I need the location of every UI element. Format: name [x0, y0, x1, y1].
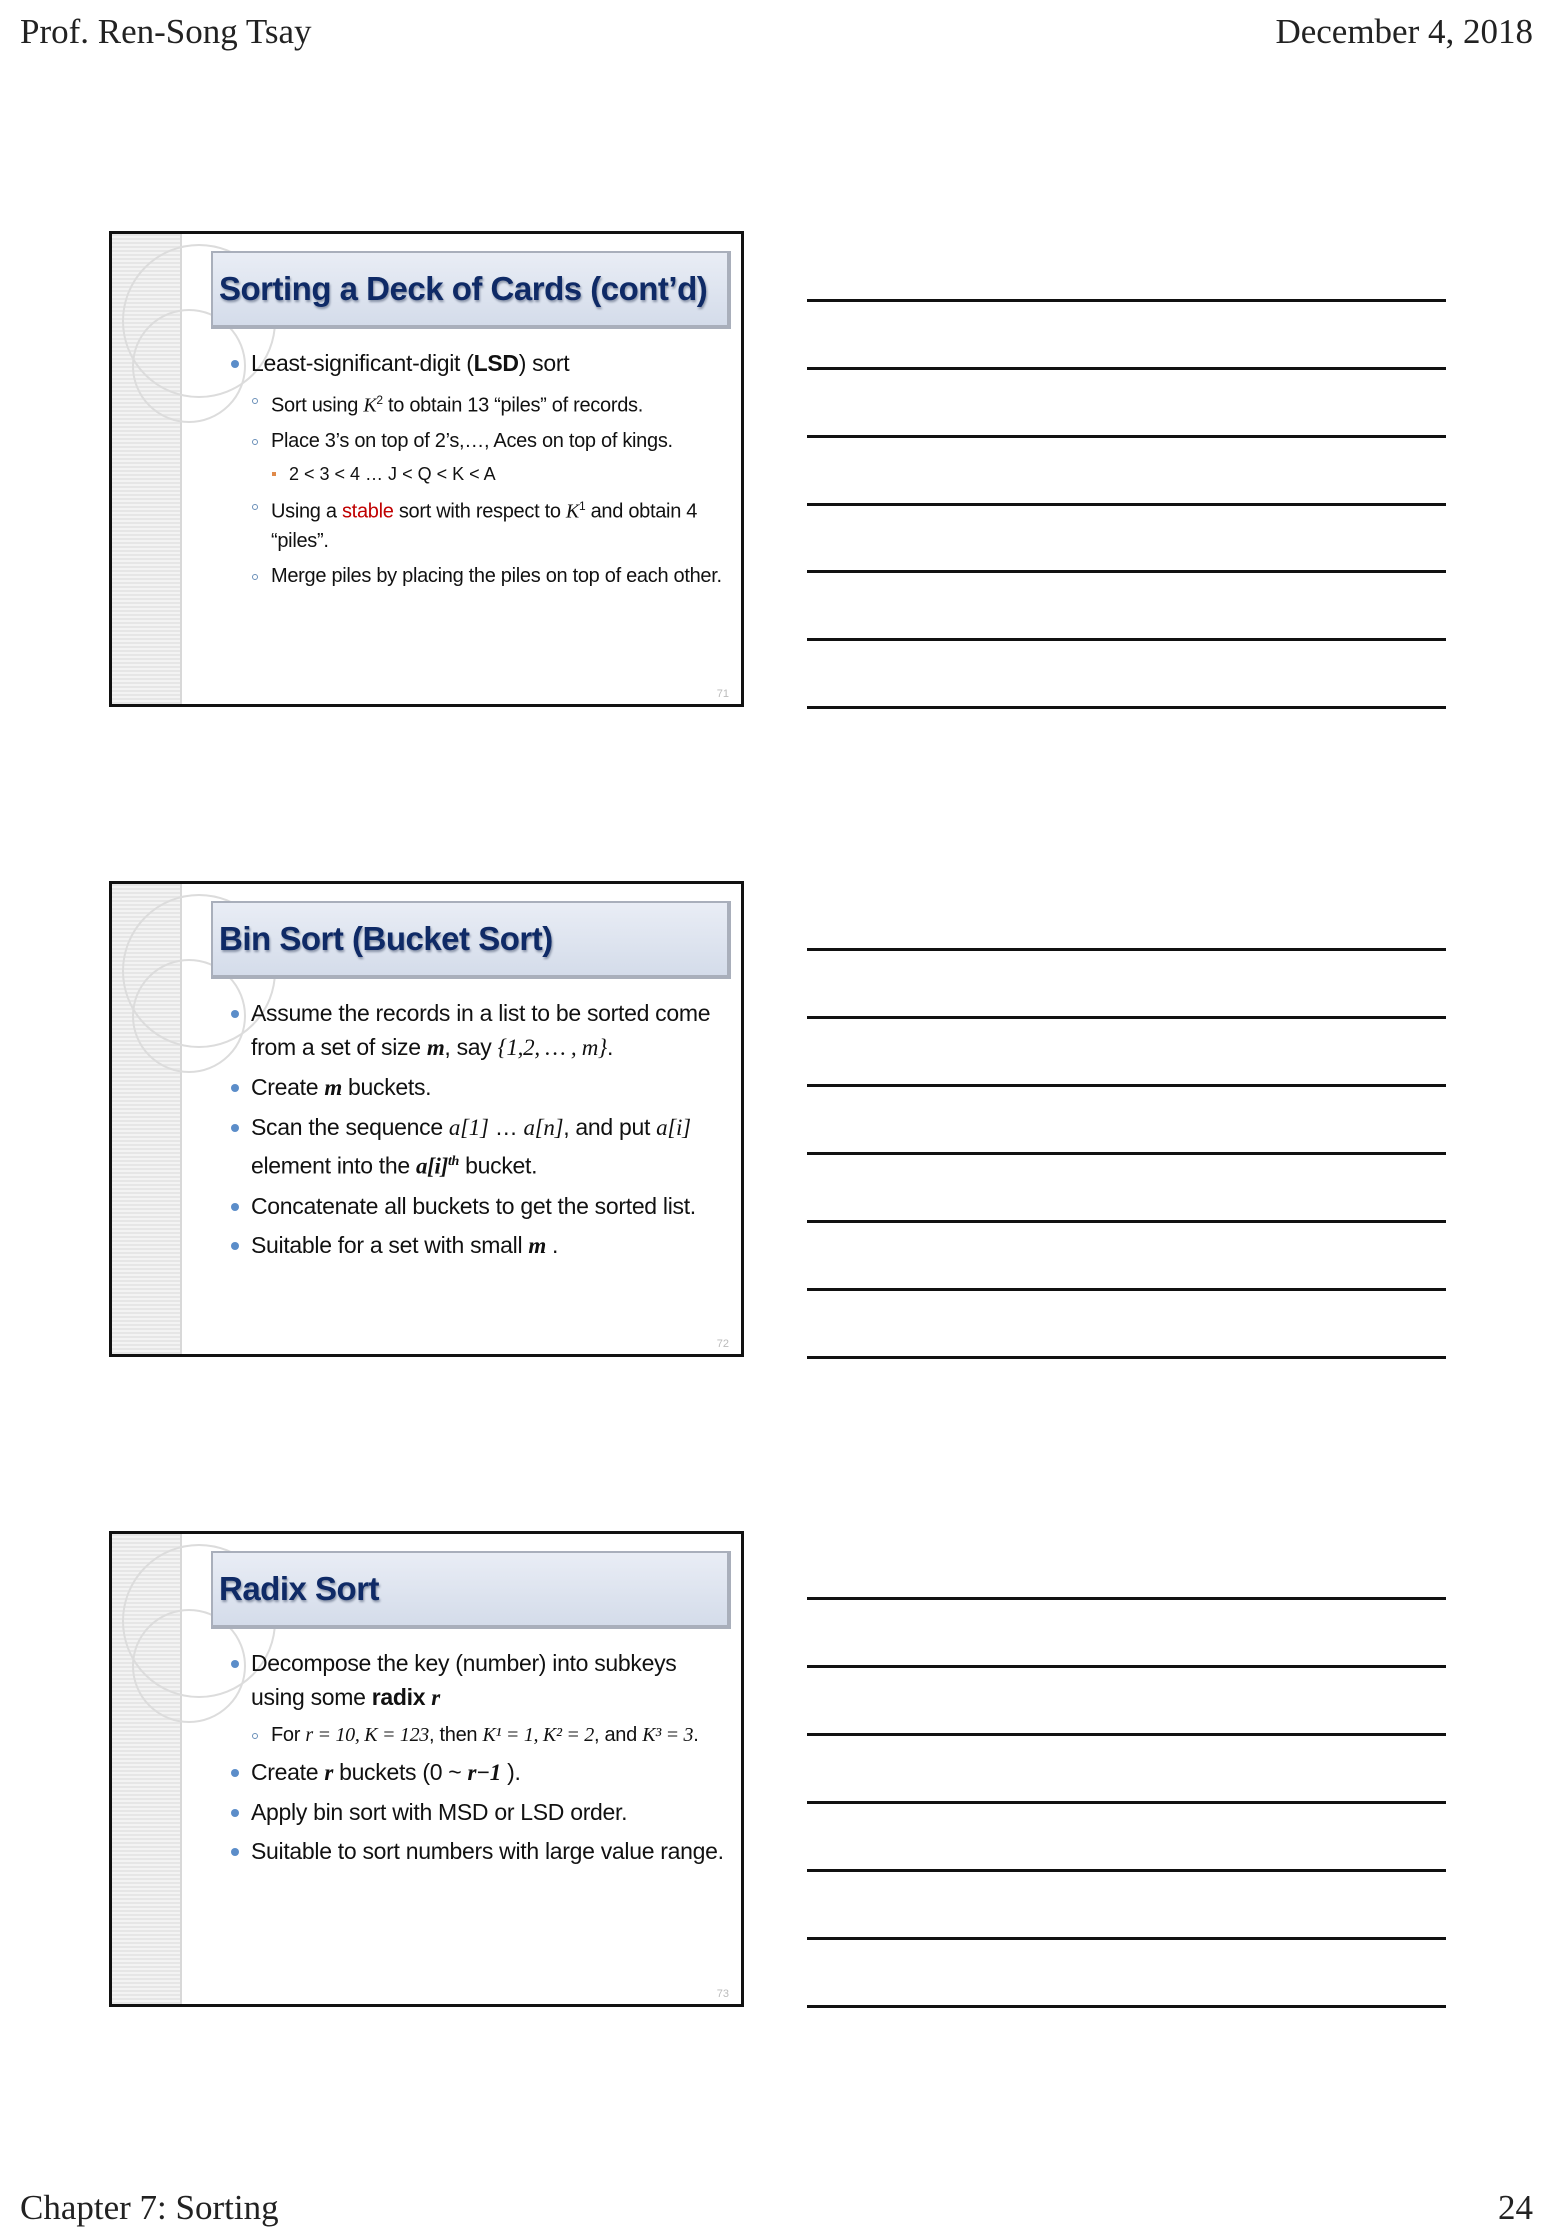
note-line: [807, 948, 1446, 951]
note-line: [807, 367, 1446, 370]
sub-bullet-item: For r = 10, K = 123, then K¹ = 1, K² = 2, and K³ = 3.: [229, 1720, 729, 1750]
note-line: [807, 1084, 1446, 1087]
slide-body: [229, 346, 729, 596]
note-line: [807, 1869, 1446, 1872]
sub-bullet-item: Place 3’s on top of 2’s,…, Aces on top of kings.: [229, 426, 729, 456]
note-line: [807, 1937, 1446, 1940]
note-line: [807, 1288, 1446, 1291]
note-line: [807, 435, 1446, 438]
note-line: [807, 1801, 1446, 1804]
bullet-item: Suitable to sort numbers with large value range.: [229, 1834, 729, 1868]
slide-number: 73: [716, 1988, 729, 2000]
bullet-item: Decompose the key (number) into subkeys using some radix r: [229, 1646, 729, 1715]
note-line: [807, 2005, 1446, 2008]
bullet-item: Create m buckets.: [229, 1070, 729, 1105]
note-line: [807, 1665, 1446, 1668]
footer-chapter: Chapter 7: Sorting: [20, 2188, 279, 2227]
sub-bullet-item: Merge piles by placing the piles on top of each other.: [229, 561, 729, 591]
slide-71: [109, 231, 744, 707]
slide-number: 71: [716, 688, 729, 700]
note-line: [807, 1220, 1446, 1223]
note-line: [807, 1733, 1446, 1736]
note-line: [807, 638, 1446, 641]
bullet-item: Least-significant-digit (LSD) sort: [229, 346, 729, 380]
bullet-item: Assume the records in a list to be sorted come from a set of size m, say {1,2, … , m}.: [229, 996, 729, 1065]
sub-bullet-item: Sort using $K^2$ to obtain 13 “piles” of records.: [229, 385, 729, 421]
note-line: [807, 1016, 1446, 1019]
header-author: Prof. Ren-Song Tsay: [20, 12, 312, 51]
note-line: [807, 1597, 1446, 1600]
slide-body: [229, 1646, 729, 1873]
footer-page-number: 24: [1498, 2188, 1533, 2227]
bullet-item: Scan the sequence a[1] … a[n], and put a[i] element into the $a[i]^{th}$ bucket.: [229, 1110, 729, 1184]
sub-sub-bullet-item: 2 < 3 < 4 … J < Q < K < A: [229, 461, 729, 487]
header-date: December 4, 2018: [1275, 12, 1533, 51]
slide-number: 72: [716, 1338, 729, 1350]
note-line: [807, 570, 1446, 573]
sub-bullet-item: Using a stable sort with respect to $K^1$ and obtain 4 “piles”.: [229, 491, 729, 557]
slide-title: Radix Sort: [211, 1551, 731, 1629]
slide-73: [109, 1531, 744, 2007]
bullet-item: Apply bin sort with MSD or LSD order.: [229, 1795, 729, 1829]
note-line: [807, 1152, 1446, 1155]
slide-title: Bin Sort (Bucket Sort): [211, 901, 731, 979]
slide-72: [109, 881, 744, 1357]
note-line: [807, 503, 1446, 506]
slide-title: Sorting a Deck of Cards (cont’d): [211, 251, 731, 329]
note-line: [807, 1356, 1446, 1359]
bullet-item: Suitable for a set with small m .: [229, 1228, 729, 1263]
note-line: [807, 706, 1446, 709]
note-line: [807, 299, 1446, 302]
slide-body: [229, 996, 729, 1268]
bullet-item: Create r buckets (0 ~ r−1 ).: [229, 1755, 729, 1790]
bullet-item: Concatenate all buckets to get the sorted list.: [229, 1189, 729, 1223]
